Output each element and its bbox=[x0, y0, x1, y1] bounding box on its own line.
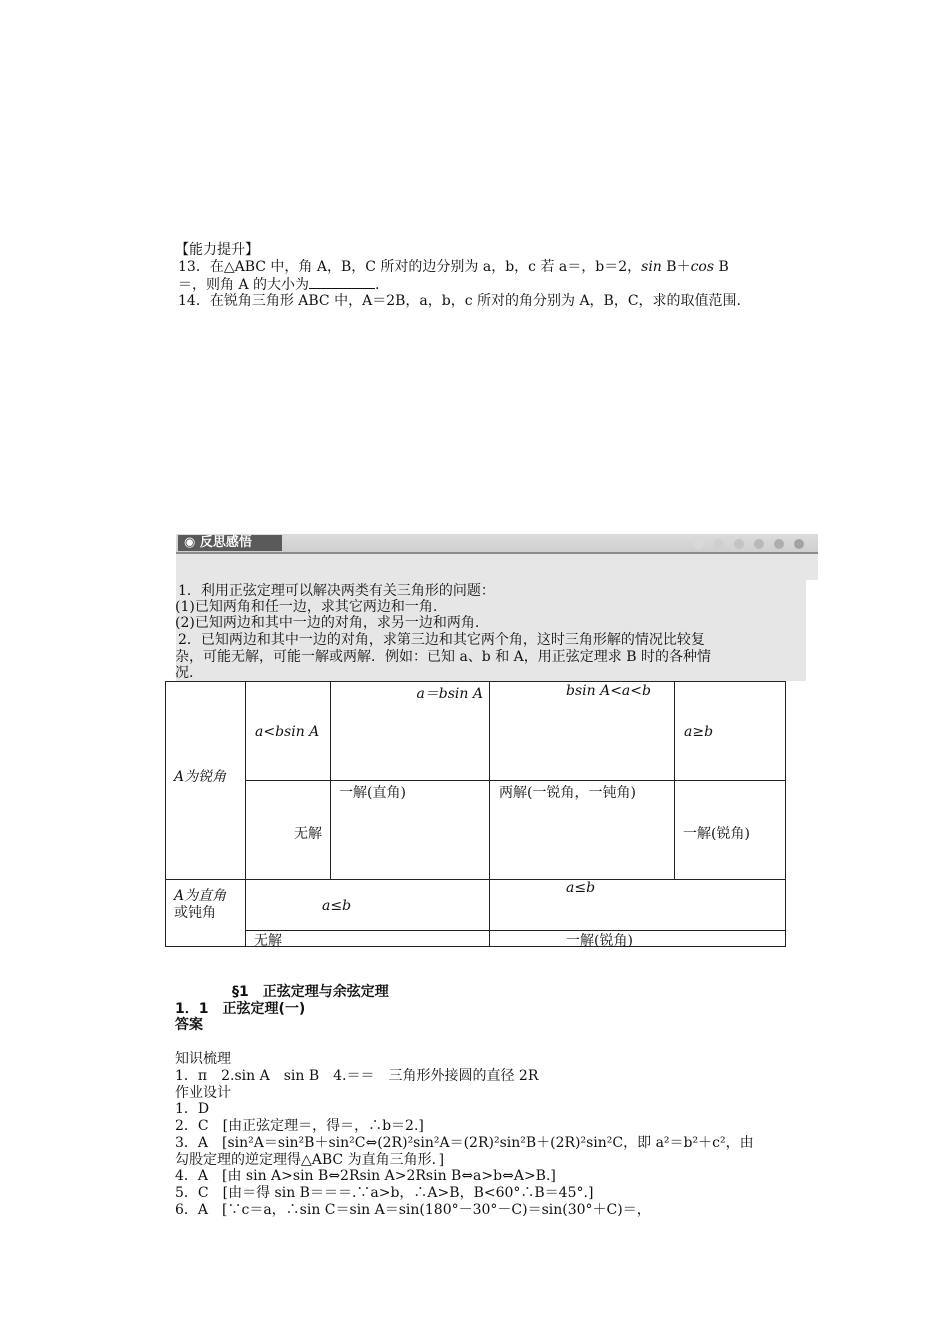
result2-none: 无解 bbox=[254, 933, 282, 949]
answer-6: 6．A [∵c＝a，∴sin C＝sin A＝sin(180°－30°－C)＝sin(30°＋C)＝， bbox=[175, 1202, 651, 1218]
cell-result2-none bbox=[246, 931, 490, 947]
cond-a-ge-b: a≥b bbox=[684, 724, 714, 740]
section-heading: §1 正弦定理与余弦定理 bbox=[232, 984, 389, 1000]
reflection-line-2: (1)已知两角和任一边，求其它两边和一角. bbox=[175, 599, 438, 615]
question-13-line-1 bbox=[178, 259, 729, 275]
cell-a-gt-b bbox=[490, 880, 786, 931]
homework-heading: 作业设计 bbox=[175, 1085, 231, 1101]
knowledge-line: 1．π 2.sin A sin B 4.＝＝ 三角形外接圆的直径 2R bbox=[175, 1068, 539, 1084]
subsection-heading: 1．1 正弦定理(一) bbox=[175, 1001, 306, 1017]
decoration-dot bbox=[774, 539, 784, 549]
q13-text-e: . bbox=[375, 277, 380, 293]
result-none: 无解 bbox=[294, 826, 322, 842]
reflection-line-4: 2．已知两边和其中一边的对角，求第三边和其它两个角，这时三角形解的情况比较复 bbox=[178, 632, 705, 648]
cell-a-lt-bsinA bbox=[246, 682, 331, 781]
improve-header: 【能力提升】 bbox=[175, 242, 259, 258]
answer-5: 5．C [由＝得 sin B＝＝＝.∵a>b，∴A>B，B<60°∴B＝45°.] bbox=[175, 1185, 594, 1201]
acute-label: A为锐角 bbox=[174, 769, 227, 785]
solution-cases-table bbox=[165, 681, 786, 947]
reflection-line-5: 杂，可能无解，可能一解或两解．例如：已知 a、b 和 A，用正弦定理求 B 时的各种情 bbox=[175, 649, 711, 665]
cond-a-lt-bsinA: a<bsin A bbox=[255, 724, 320, 740]
question-14: 14．在锐角三角形 ABC 中，A＝2B，a，b，c 所对的角分别为 A，B，C，求的取值范围. bbox=[178, 293, 741, 309]
cell-bsinA-lt-a-lt-b bbox=[490, 682, 675, 781]
reflection-title: ◉ 反思感悟 bbox=[178, 535, 282, 551]
q13-text-b: B＋ bbox=[661, 259, 691, 275]
cell-a-le-b bbox=[246, 880, 490, 931]
cell-a-ge-b bbox=[675, 682, 786, 781]
obtuse-label-1: A为直角 bbox=[174, 888, 227, 904]
knowledge-heading: 知识梳理 bbox=[175, 1051, 231, 1067]
result-one-acute: 一解(锐角) bbox=[683, 826, 750, 842]
cell-acute-label bbox=[166, 682, 246, 880]
decoration-dot bbox=[734, 539, 744, 549]
answer-3-line-1: 3．A [sin²A＝sin²B＋sin²C⇔(2R)²sin²A＝(2R)²sin²B＋(2R)²sin²C，即 a²＝b²＋c²，由 bbox=[175, 1135, 754, 1151]
q13-text-d: ＝，则角 A 的大小为 bbox=[178, 277, 310, 293]
cond-bsinA-lt-a-lt-b: bsin A<a<b bbox=[566, 683, 651, 699]
q13-text-c: B bbox=[714, 259, 729, 275]
decoration-dot bbox=[794, 539, 804, 549]
result2-one: 一解(锐角) bbox=[566, 933, 633, 949]
banner-rule bbox=[176, 552, 818, 554]
cell-a-eq-bsinA bbox=[331, 682, 490, 781]
decoration-dot bbox=[754, 539, 764, 549]
q13-cos: cos bbox=[690, 259, 715, 275]
cell-obtuse-label bbox=[166, 880, 246, 947]
cell-result-two bbox=[490, 781, 675, 880]
answer-blank bbox=[309, 276, 375, 289]
cell-result2-one bbox=[490, 931, 786, 947]
cond-a-le-b: a≤b bbox=[322, 898, 352, 914]
obtuse-label-2: 或钝角 bbox=[174, 905, 216, 921]
cell-result-one-right bbox=[331, 781, 490, 880]
decoration-dot bbox=[694, 539, 704, 549]
cond-a-eq-bsinA: a＝bsin A bbox=[416, 686, 483, 702]
decoration-dot bbox=[714, 539, 724, 549]
answer-2: 2．C [由正弦定理＝，得＝，∴b＝2.] bbox=[175, 1118, 424, 1134]
reflection-line-6: 况. bbox=[175, 665, 194, 681]
answer-3-line-2: 勾股定理的逆定理得△ABC 为直角三角形．] bbox=[175, 1152, 445, 1168]
answer-4: 4．A [由 sin A>sin B⇔2Rsin A>2Rsin B⇔a>b⇔A>B.] bbox=[175, 1168, 556, 1184]
answers-title: 答案 bbox=[175, 1017, 203, 1033]
reflection-banner bbox=[176, 534, 818, 580]
reflection-line-1: 1．利用正弦定理可以解决两类有关三角形的问题： bbox=[178, 583, 495, 599]
cell-result-one-acute bbox=[675, 781, 786, 880]
result-two: 两解(一锐角，一钝角) bbox=[499, 785, 636, 801]
result-one-right: 一解(直角) bbox=[339, 785, 406, 801]
reflection-line-3: (2)已知两边和其中一边的对角，求另一边和两角. bbox=[175, 615, 480, 631]
cell-result-none bbox=[246, 781, 331, 880]
cond-a-gt-b: a≤b bbox=[566, 880, 596, 896]
answer-1: 1．D bbox=[175, 1101, 210, 1117]
q13-text-a: 13．在△ABC 中，角 A，B，C 所对的边分别为 a，b，c 若 a＝，b＝2， bbox=[178, 259, 642, 275]
question-13-line-2 bbox=[178, 276, 379, 293]
q13-sin: sin bbox=[641, 259, 662, 275]
